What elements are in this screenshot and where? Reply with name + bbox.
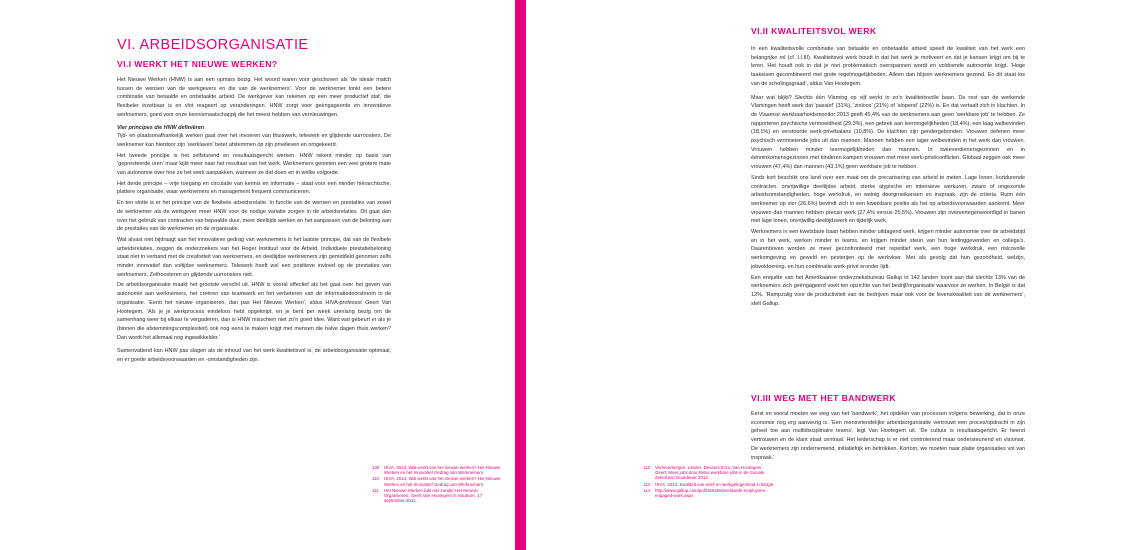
footnote bbox=[643, 488, 775, 498]
culture-paragraph: De arbeidsorganisatie maakt het grootste verschil uit. HNW is vooral effectief als het gaat over het geven van autonomie aan werknemers, het creëren van teamwerk en het verbeteren van de informatiedoorstroom in de organisatie. ‘Eerst het nieuwe organiseren, dan pas Het Nieuwe Werken’, aldus HIVA-professor Geert Van Hootegem. ‘Als je je werkprocess eindeloos hebt opgeknipt, en je bent per week urenlang bezig om de samenhang weer bij elkaar te vergaderen, dan is HNW misschien niet zo’n goed idee. Want wat gebeurt er als je (binnen die afstemmingscomplexiteit) ook nog eens te maken krijgt met mensen die halve dagen thuis werken? Dan wordt het allemaal nog ingewikkelder.’ bbox=[117, 282, 391, 341]
chapter-title: VI. ARBEIDSORGANISATIE bbox=[117, 37, 309, 53]
footnote-text: HIVA, 2013, Kwaliteit van werk en werkgelegenheid in België. bbox=[655, 481, 775, 487]
principle-paragraph: En ten slotte is er het principe van de flexibele arbeidsrelatie. In functie van de wensen en prestaties van zowel de werknemer als de werkgever meer HNW voor de nodige variatie zorgen in de arbeidsrelaties. Dit gaat dan over het gebruik van contracten van bepaalde duur, meer deeltijds werken en het aanpassen van de beloning aan de prestaties van de werknemer en de organisatie. bbox=[117, 200, 391, 233]
right-body-text bbox=[751, 45, 1025, 310]
footnote-number: 112 bbox=[643, 465, 650, 470]
section-title-vi-ii: VI.II KWALITEITSVOL WERK bbox=[751, 26, 877, 36]
left-page bbox=[0, 0, 515, 550]
principles-heading: Vier principes die HNW definiëren bbox=[117, 124, 205, 131]
summary-paragraph: Samenvattend kan HNW pas slagen als de inhoud van het werk kwaliteitsvol is, de arbeidsorganisatie optimaal, en er goede arbeidsvoorwaarden en -omstandigheden zijn. bbox=[117, 348, 391, 364]
intro-paragraph: Het Nieuwe Werken (HNW) is aan een opmars bezig. Het woord waren voor geschoven als ‘de ideale match tussen de wensen van de werkgevers en die van de werknemers’. Voor de werknemer lonkt een betere combinatie van betaalde en onbetaalde arbeid. De werkgever kan rekenen op een meer productief staf, die flexibeler inzetbaar is en vlot reageert op veranderingen. HNW zorgt voor geëngageerde en innovatieve werknemers, goed voor onze kennismaatschappij die het meest hebben van vernieuwingen. bbox=[117, 77, 391, 118]
right-body-text-2 bbox=[751, 410, 1025, 464]
stats-paragraph: Maar wat blijkt? Slechts één Vlaming op vijf werkt in zo’n kwaliteitsvolle baan. De rest van de werkende Vlamingen heeft werk dat ‘passief’ (31%), ‘zinloos’ (21%) of ‘slopend’ (22%) is. En dat vertaalt zich in klachten. In de Vlaamse werkbaarheidsmonitor 2013 geeft 45,4% van de werknemers aan geen ‘werkbare job’ te hebben. Ze rapporteren psychische vermoeidheid (29,3%), een gebrek aan leermogelijkheden (18,4%), een laag welbevinden (18,1%) en verstoorde werk-privébalans (10,8%). De klachten zijn gendergebonden. Vrouwen oefenen meer psychisch vermoeiende jobs uit dan mannen. Mannen hebben een lager welbevinden in het werk dan vrouwen. Vrouwen hebben minder leermogelijkheden dan mannen. In tweeverdienersgezinnen en in éénninkomensgezinnen met kinderen kampen vrouwen met meer werk-privéconflicten. Globaal zeggen ook meer vrouwen (47,4%) dan mannen (43,1%) geen werkbare job te hebben. bbox=[751, 94, 1025, 171]
principle-paragraph: Tijd- en plaatsonafhankelijk werken gaat over het invoeren van thuiswerk, telewerk en glijdende uurroosters. De werknemer kan hierdoor zijn ‘werklaven’ beter afstemmen op zijn privéleven en omgekeerd. bbox=[117, 133, 391, 148]
footnote-number: 111 bbox=[372, 487, 379, 493]
magenta-spine bbox=[515, 0, 526, 550]
footnote-number: 113 bbox=[643, 481, 650, 487]
footnote-text: HIVA, 2013, Wat werkt van het nieuwe werken? Het Nieuwe Werken en het Innovatief Gedrag van Werknemers. bbox=[384, 465, 501, 476]
footnote-text: HIVA, 2013, Wat werkt van het nieuwe werken? Het Nieuwe Werken en het Innovatief Gedrag van Werknemers. bbox=[384, 476, 501, 487]
footnote-text: Het Nieuwe Werken lukt niet zonder Het Nieuwe Organiseren, Geert Van Hootegem in Vacature, 17 september 2011. bbox=[384, 487, 483, 504]
footnote-number: 110 bbox=[372, 476, 379, 482]
precarious-paragraph: Sinds kort beschikt ons land over een maat om de precarisering van arbeid te meten. Lage lonen, kortdurende contracten, onvrijwillige deeltijdse arbeid, sterke atypische en intensieve werkuren, zware of ongezonde arbeidsomstandigheden, hoge werkdruk, en weinig doorgroeikansen en inspraak, zijn de criteria. Ruim één werknemer op vier (26,6%) bevindt zich in een kwetsbare positie als het op arbeidsvoorwaarden aankomt. Meer vrouwen dan mannen hebben precair werk (27,4% versus 25,5%). Vrouwen zijn oververtegenwoordigd in banen met lage lonen, onvrijwillig deeltijdswerk en tijdelijk werk. bbox=[751, 174, 1025, 225]
section-title-vi-iii: VI.III WEG MET HET BANDWERK bbox=[751, 393, 896, 403]
quality-intro-paragraph: In een kwaliteitsvolle combinatie van betaalde en onbetaalde arbeid speelt de kwaliteit van het werk een belangrijke rol (cf. I.I.III). Kwaliteitsvol werk houdt in dat het werk je motiveert en dat je kansen krijgt om bij te leren. Het houdt ook in dat je niet problematisch overspannen wordt en voldoende autonomie krijgt. ‘Hoge taakeisen gecombineerd met grote regelmogelijkheden. Alleen dan blijven werknemers gezond. En dit staat los van de scholingsgraad’, aldus Van Hootegem. bbox=[751, 46, 1025, 87]
conditions-paragraph: Wat alvast niet bijdraagt aan het innovatieve gedrag van werknemers is het laatste principe, dat van de flexibele arbeidsrelaties, zeggen de onderzoekers van het Hoger Instituut voor de Arbeid. Individuele prestatiebeloning staat niet in verband met de creativiteit van werknemers, en deeltijdse werknemers zijn gemiddeld genomen zelfs minder innovatief dan voltijdse werknemers. Telewerk heeft wel een positieve invloed op de prestaties van werknemers. Zelfroosteren en glijdende uurroosters niet. bbox=[117, 236, 391, 278]
footnote bbox=[372, 465, 502, 475]
principle-paragraph: Het derde principe – vrije toegang en circulatie van kennis en informatie – staat voor een minder hiërarchische, plattere organisatie, waar werknemers en management frequent communiceren. bbox=[117, 180, 391, 196]
footnote-number: 114 bbox=[643, 487, 650, 493]
footnote bbox=[643, 482, 775, 487]
footnote-text: Vermeerbergen, Lander, Dessers Ezra, Van Hootegem, Geert, Meer jobs door Beter werkbare jobs in de Sociale Zekerheid Guardener 2013. bbox=[655, 465, 765, 481]
footnote-number: 109 bbox=[372, 465, 380, 470]
left-body-text bbox=[117, 76, 391, 367]
section-title-vi-i: VI.I WERKT HET NIEUWE WERKEN? bbox=[117, 59, 278, 69]
footnote-text: http://www.gallup.com/poll/165269/worldwide-employees-engaged-work.aspx bbox=[655, 487, 767, 499]
footnote bbox=[372, 488, 502, 504]
gallup-paragraph: Een enquête van het Amerikaanse onderzoeksbureau Gallup in 142 landen toont aan dat slechts 13% van de werknemers zich geëngageerd voelt ten opzichte van het bedrijf/organisatie waarvoor ze werken. In België is dat 12%. ‘Rampzalig voor de productiviteit van de bedrijven maar ook voor de levenskwaliteit van de werknemers’, stelt Gallup. bbox=[751, 274, 1025, 307]
footnote bbox=[643, 465, 775, 481]
right-page bbox=[526, 0, 1140, 550]
right-footnotes bbox=[643, 465, 775, 499]
principle-paragraph: Het tweede principe is het zelfsturend en resultaatsgericht werken. HNW rekent minder op basis van ‘gepresteerde uren’ maar kijkt meer naar het resultaat van het werk. Werknemers genieten een veel grotere mate van autonomie over hoe ze het werk aanpakken, wanneer ze dat doen en in welke volgorde. bbox=[117, 152, 391, 177]
bandwerk-paragraph: Eerst en vooral moeten we weg van het ‘bandwerk’, het opdelen van processen volgens bewerking, dat in onze economie nog erg aanwezig is. ‘Een mensvriendelijke arbeidsorganisatie vertrouwt een proces/opdracht in zijn geheel toe aan multidisciplinaire teams’, legt Van Hootegem uit. ‘De cultuur is resultaatsgericht. Er heerst vertrouwen en de klant staat centraal. Het leiderschap is er niet controlerend maar ondersteunend en visionair. De werknemers zijn ondernemend, initiatiefrijk en betrokken. Kortom, we moeten naar platte organisaties vol van inspraak.’ bbox=[751, 411, 1025, 461]
left-footnotes bbox=[372, 465, 502, 504]
workers-paragraph: Werknemers in een kwetsbare baan hebben minder uitdagend werk, krijgen minder autonomie over de arbeidstijd en in het werk, werken minder in teams, en krijgen minder steun van hun leidinggevenden en collega’s. Daarenboven worden ze meer geconfronteerd met repetitief werk, een hoge werkdruk, een risicovolle werkomgeving en geweld en pesterijen op de werkvloer. Met als gevolg dat hun gezondheid, welzijn, jobvoldoening, en hun combinatie werk-privé eronder lijdt. bbox=[751, 229, 1025, 270]
footnote bbox=[372, 476, 502, 486]
